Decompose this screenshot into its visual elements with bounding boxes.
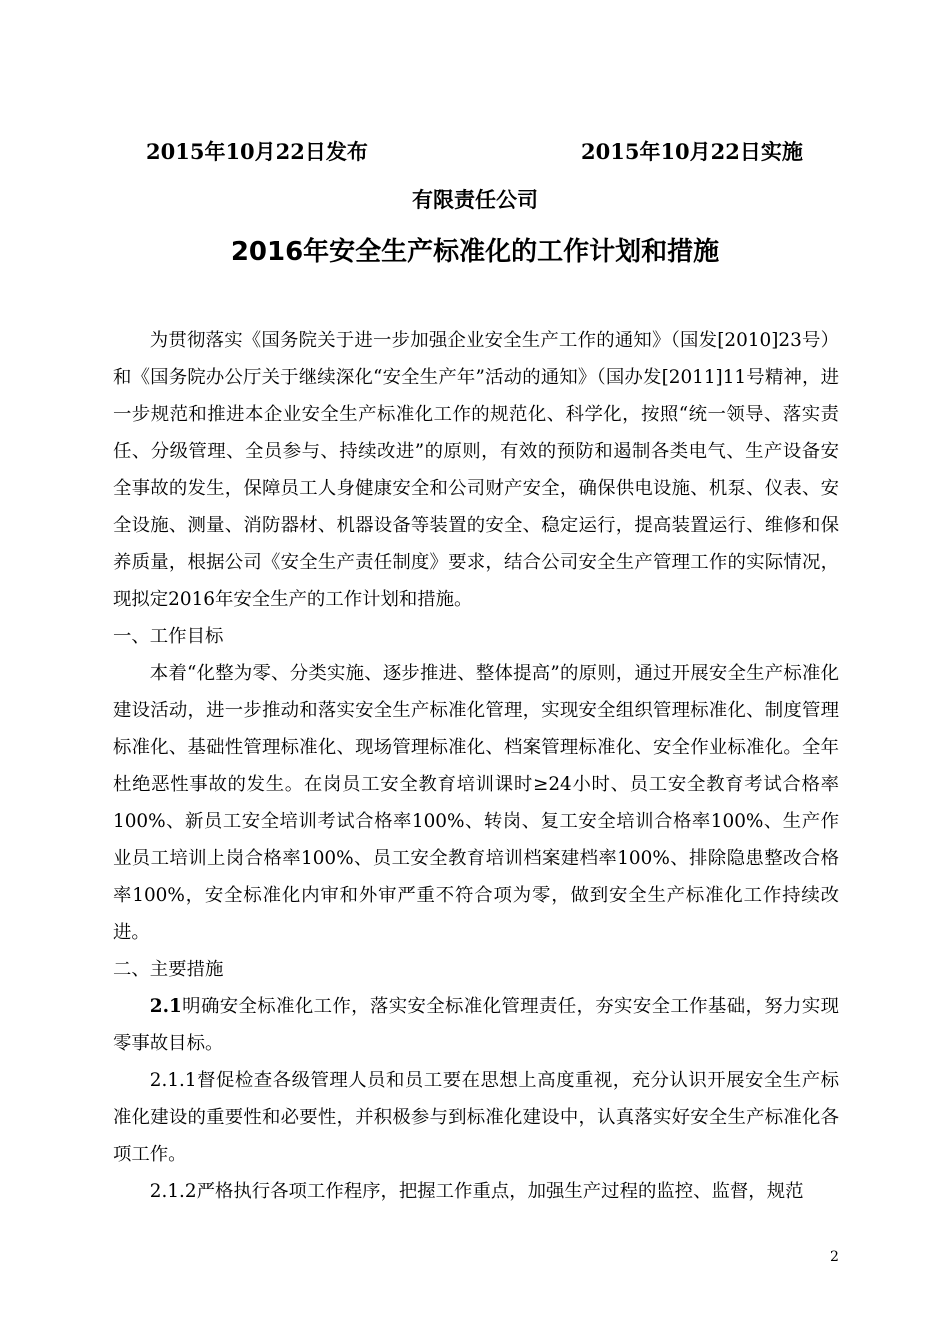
item-2-1-1-paragraph: 2.1.1督促检查各级管理人员和员工要在思想上高度重视，充分认识开展安全生产标准化建设的重要性和必要性，并积极参与到标准化建设中，认真落实好安全生产标准化各项工作。: [113, 1070, 839, 1165]
item-2-1-text: 明确安全标准化工作，落实安全标准化管理责任，夯实安全工作基础，努力实现零事故目标。: [113, 996, 839, 1054]
issue-date: 2015年10月22日发布: [146, 139, 368, 164]
item-2-1-2-paragraph: 2.1.2严格执行各项工作程序，把握工作重点，加强生产过程的监控、监督，规范: [149, 1181, 804, 1202]
effective-date: 2015年10月22日实施: [581, 139, 803, 164]
item-2-1-number: 2.1: [149, 996, 182, 1017]
document-title: 2016年安全生产标准化的工作计划和措施: [230, 237, 720, 267]
page-number: 2: [830, 1249, 839, 1265]
section-heading-goals: 一、工作目标: [113, 626, 224, 647]
item-2-1-paragraph: [113, 988, 839, 1062]
goals-paragraph: 本着“化整为零、分类实施、逐步推进、整体提高”的原则，通过开展安全生产标准化建设活动，进一步推动和落实安全生产标准化管理，实现安全组织管理标准化、制度管理标准化、基础性管理标准化、现场管理标准化、档案管理标准化、安全作业标准化。全年杜绝恶性事故的发生。在岗员工安全教育培训课时≥24小时、员工安全教育考试合格率100%、新员工安全培训考试合格率100%、转岗、复工安全培训合格率100%、生产作业员工培训上岗合格率100%、员工安全教育培训档案建档率100%、排除隐患整改合格率100%，安全标准化内审和外审严重不符合项为零，做到安全生产标准化工作持续改进。: [113, 663, 839, 943]
document-body: [113, 322, 839, 1210]
company-name: 有限责任公司: [412, 188, 538, 212]
date-row: [0, 136, 950, 168]
section-heading-measures: 二、主要措施: [113, 959, 224, 980]
intro-paragraph: 为贯彻落实《国务院关于进一步加强企业安全生产工作的通知》（国发[2010]23号）和《国务院办公厅关于继续深化“安全生产年”活动的通知》（国办发[2011]11号精神，进一步规范和推进本企业安全生产标准化工作的规范化、科学化，按照“统一领导、落实责任、分级管理、全员参与、持续改进”的原则，有效的预防和遏制各类电气、生产设备安全事故的发生，保障员工人身健康安全和公司财产安全，确保供电设施、机泵、仪表、安全设施、测量、消防器材、机器设备等装置的安全、稳定运行，提高装置运行、维修和保养质量，根据公司《安全生产责任制度》要求，结合公司安全生产管理工作的实际情况，现拟定2016年安全生产的工作计划和措施。: [113, 330, 839, 610]
